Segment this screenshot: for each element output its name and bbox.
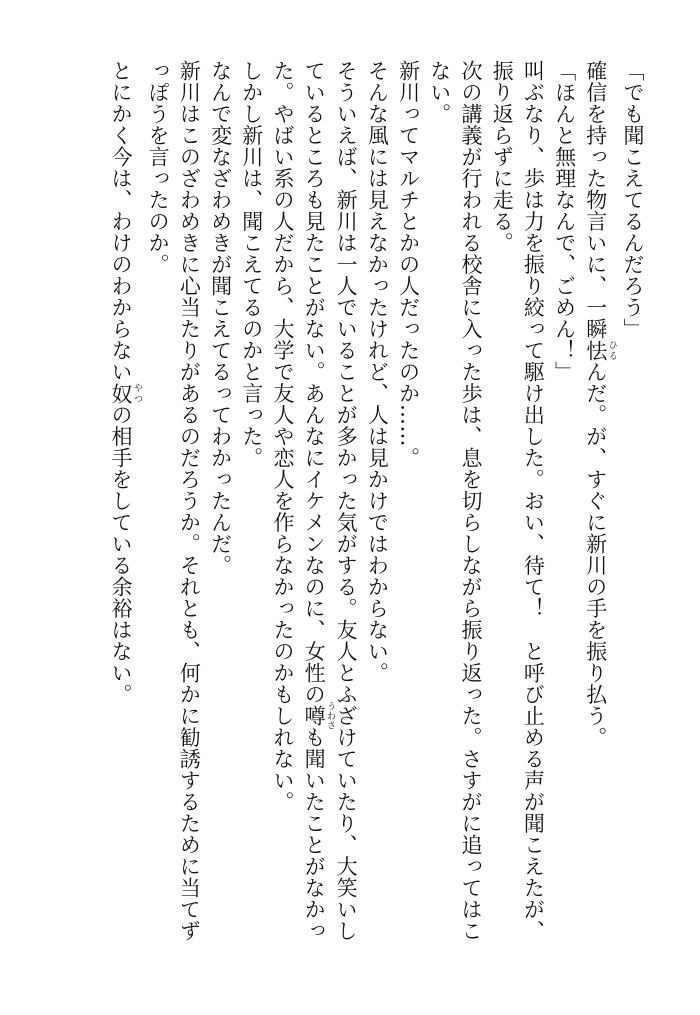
text-run: の相手をしている余裕はない。 [108,404,133,705]
text-run: 次の講義が行われる校舎に入った歩は、息を切らしながら振り返った。さすがに追ってはこない。 [427,60,483,942]
ruby-annotation [302,701,336,730]
ruby-annotation [583,339,617,362]
ruby-base: 奴 [108,382,133,404]
text-run: も聞いたことがなかった。やばい系の人だから、大学で友人や恋人を作らなかったのかもしれない。 [270,60,327,942]
text-run: 叫ぶなり、歩は力を振り絞って駆け出した。おい、待て！ と呼び止める声が聞こえたが、振り返らずに走る。 [490,60,546,942]
ruby-base: 怯 [583,339,608,361]
paragraph [486,60,548,960]
paragraph [392,60,423,960]
text-run: 確信を持った物言いに、一瞬 [583,60,608,340]
ruby-annotation [108,382,142,405]
paragraph [361,60,392,960]
paragraph [142,60,204,960]
paragraph [105,60,142,960]
text-run: 「ほんと無理なんで、ごめん！」 [552,60,577,383]
text-run: なんで変なざわめきが聞こえてるってわかったんだ。 [208,60,233,576]
paragraph [548,60,579,960]
text-run: そういえば、新川は一人でいることが多かった気がする。友人とふざけていたり、大笑いしているところも見たことがない。あんなにイケメンなのに、女性の [302,60,359,942]
paragraph [236,60,267,960]
ruby-reading: やつ [131,382,142,404]
paragraph [267,60,361,960]
text-run: 「でも聞こえてるんだろう」 [621,60,645,340]
paragraph [617,60,648,960]
ruby-reading: うわさ [325,701,336,730]
text-run: とにかく今は、わけのわからない [108,60,133,383]
paragraph [424,60,486,960]
text-run: 新川はこのざわめきに心当たりがあるのだろうか。それとも、何かに勧誘するために当てずっぽうを言ったのか。 [146,60,202,942]
vertical-text-body [105,60,648,960]
paragraph [204,60,235,960]
text-run: 新川ってマルチとかの人だったのか……。 [396,60,421,469]
text-run: しかし新川は、聞こえてるのかと言った。 [239,60,264,469]
text-run: そんな風には見えなかったけれど、人は見かけではわからない。 [365,60,390,684]
ruby-reading: ひる [606,339,617,361]
text-run: んだ。が、すぐに新川の手を振り払う。 [583,361,608,748]
paragraph [580,60,617,960]
ruby-base: 噂 [302,701,327,730]
